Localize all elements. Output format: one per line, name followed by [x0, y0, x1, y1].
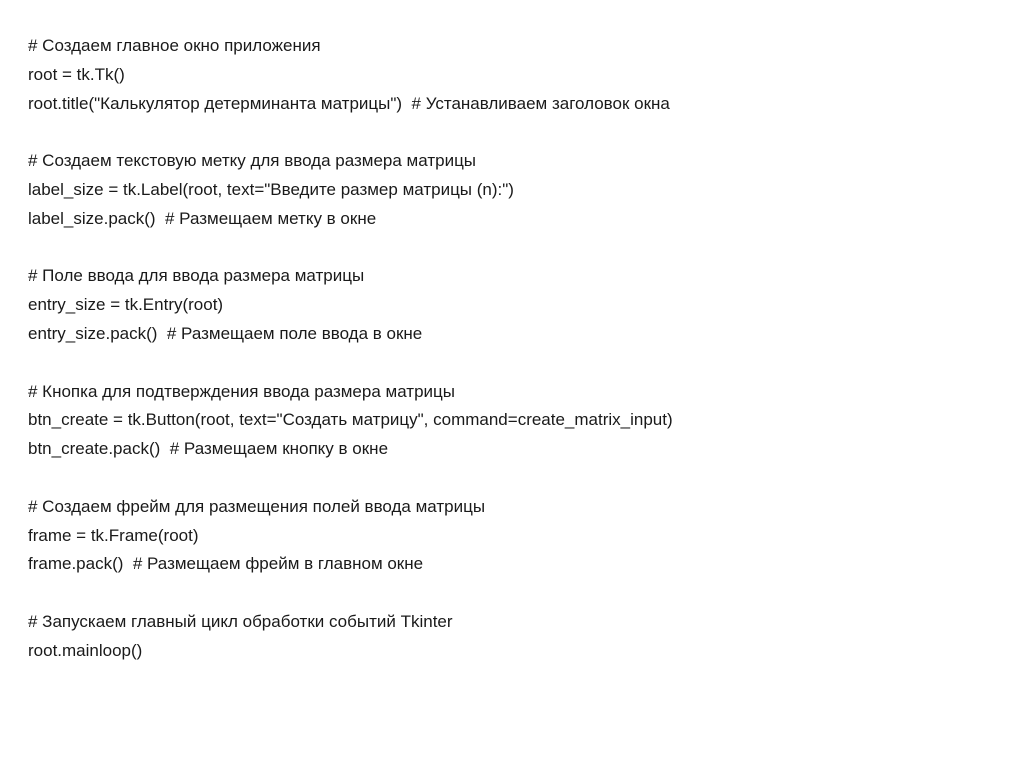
blank-line: [28, 234, 988, 263]
code-comment: # Создаем главное окно приложения: [28, 36, 321, 55]
code-line: root.title("Калькулятор детерминанта матрицы") # Устанавливаем заголовок окна: [28, 93, 670, 113]
blank-line: [28, 464, 988, 493]
code-listing: [28, 32, 988, 666]
code-comment: # Запускаем главный цикл обработки событий Tkinter: [28, 611, 453, 631]
blank-line: [28, 118, 988, 147]
code-comment: # Поле ввода для ввода размера матрицы: [28, 266, 365, 286]
code-comment: # Создаем текстовую метку для ввода размера матрицы: [28, 151, 477, 171]
code-line: label_size.pack() # Размещаем метку в окне: [28, 208, 377, 228]
code-comment: # Создаем фрейм для размещения полей ввода матрицы: [28, 496, 486, 516]
code-line: label_size = tk.Label(root, text="Введите размер матрицы (n):"): [28, 179, 514, 199]
code-line: frame.pack() # Размещаем фрейм в главном окне: [28, 554, 424, 574]
code-line: root.mainloop(): [28, 640, 143, 660]
code-line: root = tk.Tk(): [28, 64, 125, 84]
code-comment: # Кнопка для подтверждения ввода размера матрицы: [28, 381, 455, 401]
code-line: btn_create.pack() # Размещаем кнопку в окне: [28, 439, 389, 459]
code-line: frame = tk.Frame(root): [28, 525, 199, 545]
code-line: entry_size = tk.Entry(root): [28, 295, 224, 315]
blank-line: [28, 349, 988, 378]
blank-line: [28, 579, 988, 608]
code-line: btn_create = tk.Button(root, text="Создать матрицу", command=create_matrix_input): [28, 410, 673, 430]
code-line: entry_size.pack() # Размещаем поле ввода в окне: [28, 323, 423, 343]
